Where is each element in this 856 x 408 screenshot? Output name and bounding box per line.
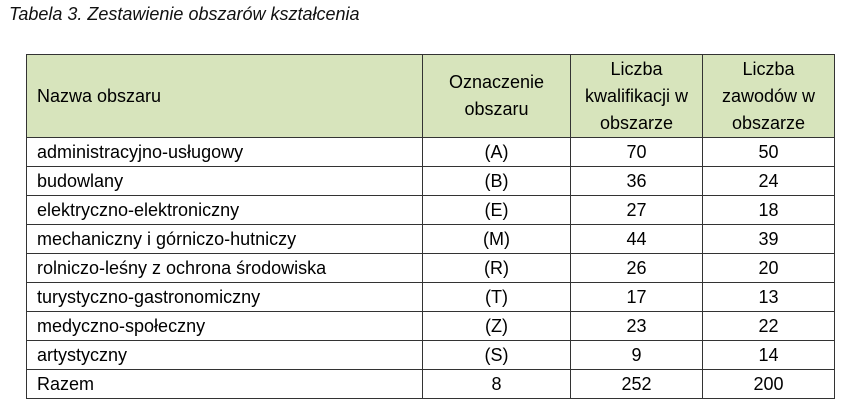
table-row (27, 196, 835, 225)
cell-professions: 200 (703, 370, 835, 399)
cell-name: artystyczny (27, 341, 423, 370)
table-row (27, 138, 835, 167)
cell-code: (A) (423, 138, 571, 167)
areas-table (26, 54, 835, 399)
cell-name: administracyjno-usługowy (27, 138, 423, 167)
cell-name: rolniczo-leśny z ochrona środowiska (27, 254, 423, 283)
cell-code: (T) (423, 283, 571, 312)
cell-professions: 50 (703, 138, 835, 167)
cell-professions: 14 (703, 341, 835, 370)
table-body (27, 138, 835, 399)
cell-name: budowlany (27, 167, 423, 196)
cell-name: mechaniczny i górniczo-hutniczy (27, 225, 423, 254)
cell-professions: 24 (703, 167, 835, 196)
cell-code: 8 (423, 370, 571, 399)
cell-code: (Z) (423, 312, 571, 341)
cell-code: (S) (423, 341, 571, 370)
table-caption: Tabela 3. Zestawienie obszarów kształcenia (9, 4, 360, 24)
cell-name: Razem (27, 370, 423, 399)
table-row (27, 312, 835, 341)
cell-code: (E) (423, 196, 571, 225)
cell-professions: 20 (703, 254, 835, 283)
header-qualifications: Liczba kwalifikacji w obszarze (571, 55, 703, 138)
cell-qualifications: 27 (571, 196, 703, 225)
cell-professions: 22 (703, 312, 835, 341)
table-row (27, 225, 835, 254)
cell-name: turystyczno-gastronomiczny (27, 283, 423, 312)
cell-qualifications: 252 (571, 370, 703, 399)
cell-name: medyczno-społeczny (27, 312, 423, 341)
header-professions: Liczba zawodów w obszarze (703, 55, 835, 138)
header-code: Oznaczenie obszaru (423, 55, 571, 138)
cell-name: elektryczno-elektroniczny (27, 196, 423, 225)
cell-qualifications: 44 (571, 225, 703, 254)
cell-code: (B) (423, 167, 571, 196)
table-row-total (27, 370, 835, 399)
cell-professions: 13 (703, 283, 835, 312)
table-row (27, 283, 835, 312)
cell-qualifications: 17 (571, 283, 703, 312)
cell-professions: 39 (703, 225, 835, 254)
cell-qualifications: 70 (571, 138, 703, 167)
table-header (27, 55, 835, 138)
header-name: Nazwa obszaru (27, 55, 423, 138)
table-row (27, 254, 835, 283)
table-row (27, 167, 835, 196)
cell-qualifications: 36 (571, 167, 703, 196)
cell-qualifications: 26 (571, 254, 703, 283)
header-row (27, 55, 835, 138)
cell-qualifications: 9 (571, 341, 703, 370)
cell-code: (R) (423, 254, 571, 283)
cell-professions: 18 (703, 196, 835, 225)
cell-code: (M) (423, 225, 571, 254)
cell-qualifications: 23 (571, 312, 703, 341)
table-row (27, 341, 835, 370)
